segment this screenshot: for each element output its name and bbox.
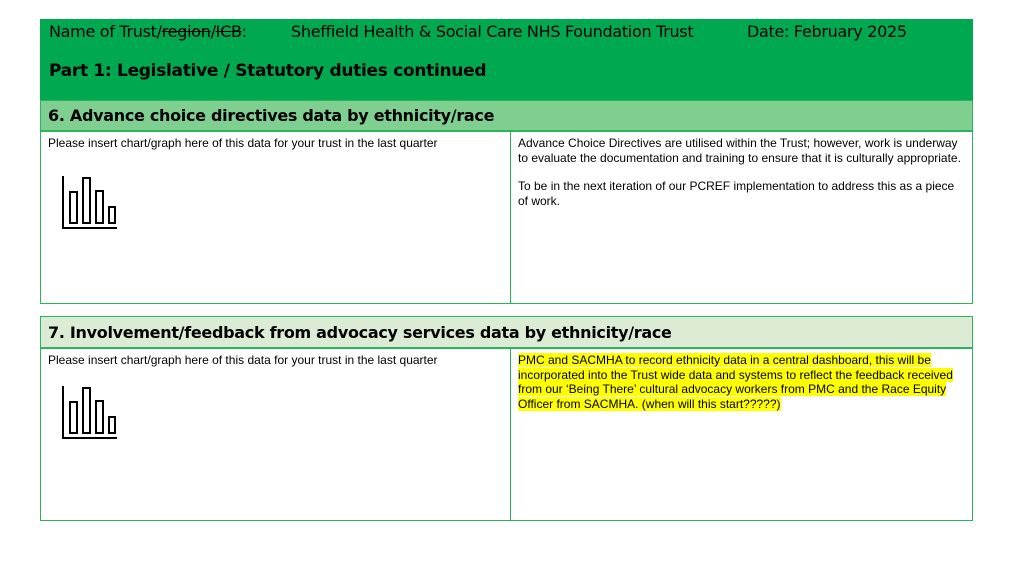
section-6-response-para-2: To be in the next iteration of our PCREF implementation to address this as a piece of work. — [518, 179, 955, 208]
section-6-response-para-1: Advance Choice Directives are utilised within the Trust; however, work is underway to evaluate the documentation and training to ensure that it is culturally appropriate. — [518, 136, 961, 165]
section-7-response-text — [518, 353, 965, 411]
bar-chart-icon — [61, 382, 121, 442]
part-title: Part 1: Legislative / Statutory duties continued — [49, 61, 487, 81]
trust-name: Sheffield Health & Social Care NHS Foundation Trust — [291, 22, 694, 41]
section-6-title: 6. Advance choice directives data by ethnicity/race — [40, 100, 973, 131]
section-7-prompt: Please insert chart/graph here of this data for your trust in the last quarter — [48, 353, 438, 367]
section-7-title: 7. Involvement/feedback from advocacy services data by ethnicity/race — [40, 316, 973, 348]
highlighted-text: PMC and SACMHA to record ethnicity data in a central dashboard, this will be incorporated into the Trust wide data and systems to reflect the feedback received from our ‘Being There’ cultural advocacy workers from PMC and the Race Equity Officer from SACMHA. (when will this start?????) — [518, 353, 953, 411]
trust-name-line — [49, 22, 907, 41]
section-7-chart-cell[interactable] — [40, 348, 511, 521]
slide-header — [40, 19, 973, 100]
bar-chart-icon — [61, 172, 121, 232]
section-7-response-cell[interactable] — [510, 348, 973, 521]
section-6-chart-cell[interactable] — [40, 131, 511, 304]
report-date: Date: February 2025 — [747, 22, 907, 41]
name-label: Name of Trust/region/ICB: — [49, 22, 247, 41]
section-6-response-cell[interactable] — [510, 131, 973, 304]
section-6-prompt: Please insert chart/graph here of this data for your trust in the last quarter — [48, 136, 438, 150]
